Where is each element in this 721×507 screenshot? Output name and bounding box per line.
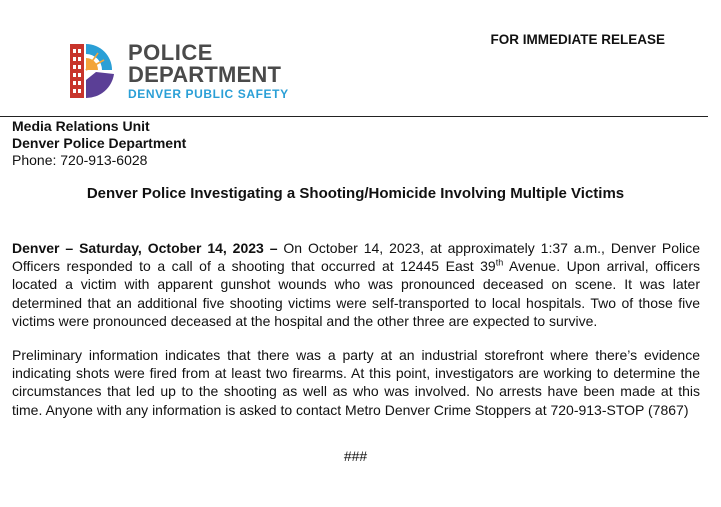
header-divider: [0, 116, 708, 117]
logo-title-line1: POLICE: [128, 40, 213, 65]
release-label: FOR IMMEDIATE RELEASE: [490, 32, 665, 47]
press-release-headline: Denver Police Investigating a Shooting/Homicide Involving Multiple Victims: [86, 185, 625, 202]
ordinal-suffix: th: [495, 257, 504, 268]
logo-title-line2: DEPARTMENT: [128, 62, 282, 87]
end-mark: ###: [343, 448, 368, 464]
paragraph-1-text-b: Avenue. Upon arrival, officers located a victim with apparent gunshot wounds who was pronounced deceased on scene. It was later determined that an additional five shooting victims were self-transported to local hospitals. Two of those five victims were pronounced deceased at the hospital and the other three are expected to survive.: [12, 258, 700, 329]
paragraph-1-text-a: On October 14, 2023, at approximately 1:37 a.m., Denver Police Officers responded to a call of a shooting that occurred at 12445 East 39: [12, 240, 700, 275]
dateline: Denver – Saturday, October 14, 2023 –: [12, 240, 278, 256]
police-logo-icon: [68, 40, 118, 100]
body-paragraph-2: Preliminary information indicates that there was a party at an industrial storefront where there’s evidence indicating shots were fired from at least two firearms. At this point, investigators are working to determine the circumstances that led up to the shooting as well as who was involved. No arrests have been made at this time. Anyone with any information is asked to contact Metro Denver Crime Stoppers at 720-913-STOP (7867): [12, 347, 700, 418]
department-logo: [68, 40, 308, 102]
contact-department: Denver Police Department: [12, 135, 187, 151]
body-paragraph-1: [12, 239, 700, 330]
contact-block: [12, 118, 186, 169]
contact-unit: Media Relations Unit: [12, 118, 150, 134]
contact-phone: Phone: 720-913-6028: [12, 152, 148, 168]
logo-subtitle: DENVER PUBLIC SAFETY: [128, 87, 289, 101]
